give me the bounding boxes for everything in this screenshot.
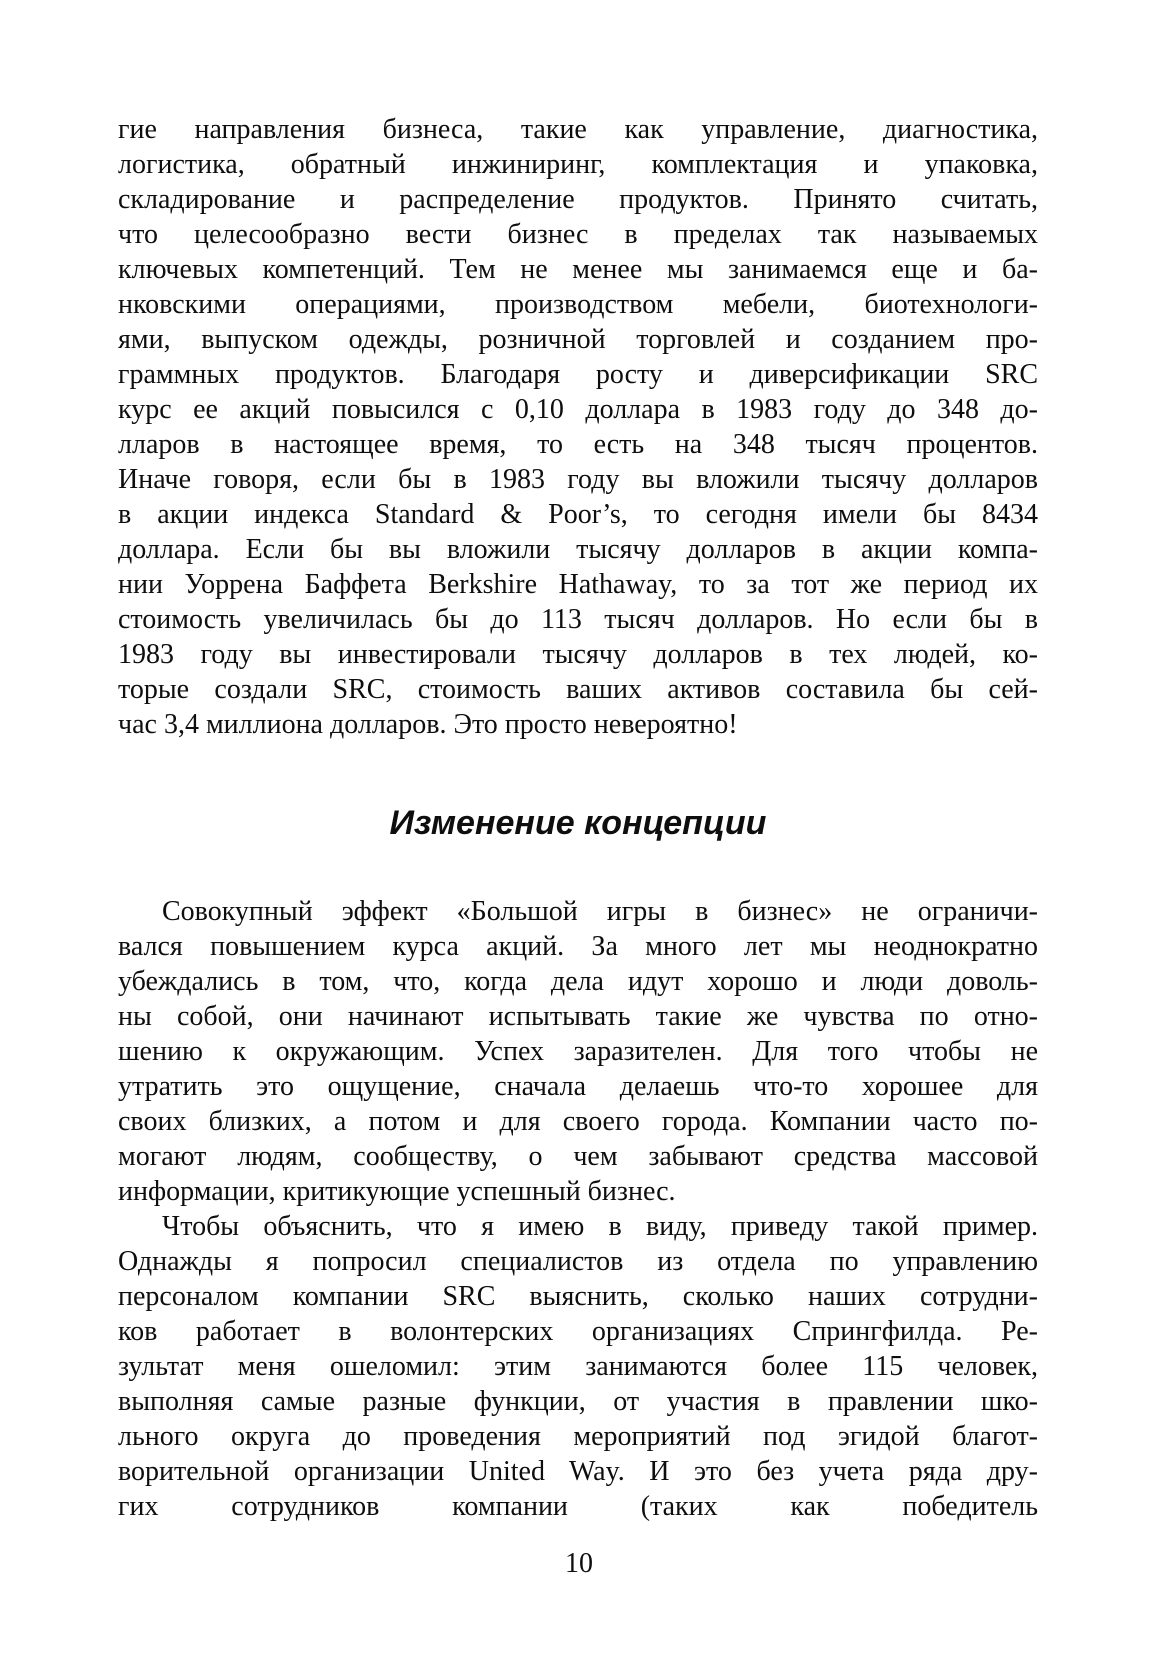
text-line: своих близких, а потом и для своего города. Компании часто по- xyxy=(118,1106,1038,1137)
text-line: ями, выпуском одежды, розничной торговлей и созданием про- xyxy=(118,324,1038,355)
section-heading: Изменение концепции xyxy=(389,804,767,842)
text-line: утратить это ощущение, сначала делаешь что-то хорошее для xyxy=(118,1071,1038,1102)
paragraph xyxy=(118,1209,1038,1524)
text-line: граммных продуктов. Благодаря росту и диверсификации SRC xyxy=(118,359,1038,390)
text-line: курс ее акций повысился с 0,10 доллара в 1983 году до 348 до- xyxy=(118,394,1038,425)
text-line: персоналом компании SRC выяснить, сколько наших сотрудни- xyxy=(118,1281,1038,1312)
text-line: ворительной организации United Way. И это без учета ряда дру- xyxy=(118,1456,1038,1487)
text-line: логистика, обратный инжиниринг, комплектация и упаковка, xyxy=(118,149,1038,180)
text-line: торые создали SRC, стоимость ваших активов составила бы сей- xyxy=(118,674,1038,705)
text-line: нковскими операциями, производством мебели, биотехнологи- xyxy=(118,289,1038,320)
text-line: Однажды я попросил специалистов из отдела по управлению xyxy=(118,1246,1038,1277)
text-line: шению к окружающим. Успех заразителен. Для того чтобы не xyxy=(118,1036,1038,1067)
text-line: гих сотрудников компании (таких как победитель xyxy=(118,1491,1038,1522)
text-line: в акции индекса Standard & Poor’s, то сегодня имели бы 8434 xyxy=(118,499,1038,530)
text-line: ков работает в волонтерских организациях Спрингфилда. Ре- xyxy=(118,1316,1038,1347)
text-line: нии Уоррена Баффета Berkshire Hathaway, то за тот же период их xyxy=(118,569,1038,600)
text-line: гие направления бизнеса, такие как управление, диагностика, xyxy=(118,114,1038,145)
page-number: 10 xyxy=(565,1548,593,1579)
text-line: зультат меня ошеломил: этим занимаются более 115 человек, xyxy=(118,1351,1038,1382)
text-line: льного округа до проведения мероприятий под эгидой благот- xyxy=(118,1421,1038,1452)
text-line: складирование и распределение продуктов. Принято считать, xyxy=(118,184,1038,215)
text-line: выполняя самые разные функции, от участия в правлении шко- xyxy=(118,1386,1038,1417)
text-line: ключевых компетенций. Тем не менее мы занимаемся еще и ба- xyxy=(118,254,1038,285)
text-line: Чтобы объяснить, что я имею в виду, приведу такой пример. xyxy=(162,1211,1038,1242)
text-line: Совокупный эффект «Большой игры в бизнес» не ограничи- xyxy=(162,896,1038,927)
text-line: ны собой, они начинают испытывать такие же чувства по отно- xyxy=(118,1001,1038,1032)
text-line: стоимость увеличилась бы до 113 тысяч долларов. Но если бы в xyxy=(118,604,1038,635)
text-line: Иначе говоря, если бы в 1983 году вы вложили тысячу долларов xyxy=(118,464,1038,495)
text-line: 1983 году вы инвестировали тысячу долларов в тех людей, ко- xyxy=(118,639,1038,670)
paragraph xyxy=(118,112,1038,742)
text-line: доллара. Если бы вы вложили тысячу долларов в акции компа- xyxy=(118,534,1038,565)
text-line: что целесообразно вести бизнес в пределах так называемых xyxy=(118,219,1038,250)
text-line: убеждались в том, что, когда дела идут хорошо и люди доволь- xyxy=(118,966,1038,997)
paragraph xyxy=(118,894,1038,1209)
text-line: информации, критикующие успешный бизнес. xyxy=(118,1176,676,1207)
text-line: могают людям, сообществу, о чем забывают средства массовой xyxy=(118,1141,1038,1172)
text-line: час 3,4 миллиона долларов. Это просто невероятно! xyxy=(118,709,738,740)
text-line: лларов в настоящее время, то есть на 348 тысяч процентов. xyxy=(118,429,1038,460)
body-text xyxy=(118,0,1038,1524)
text-line: вался повышением курса акций. За много лет мы неоднократно xyxy=(118,931,1038,962)
